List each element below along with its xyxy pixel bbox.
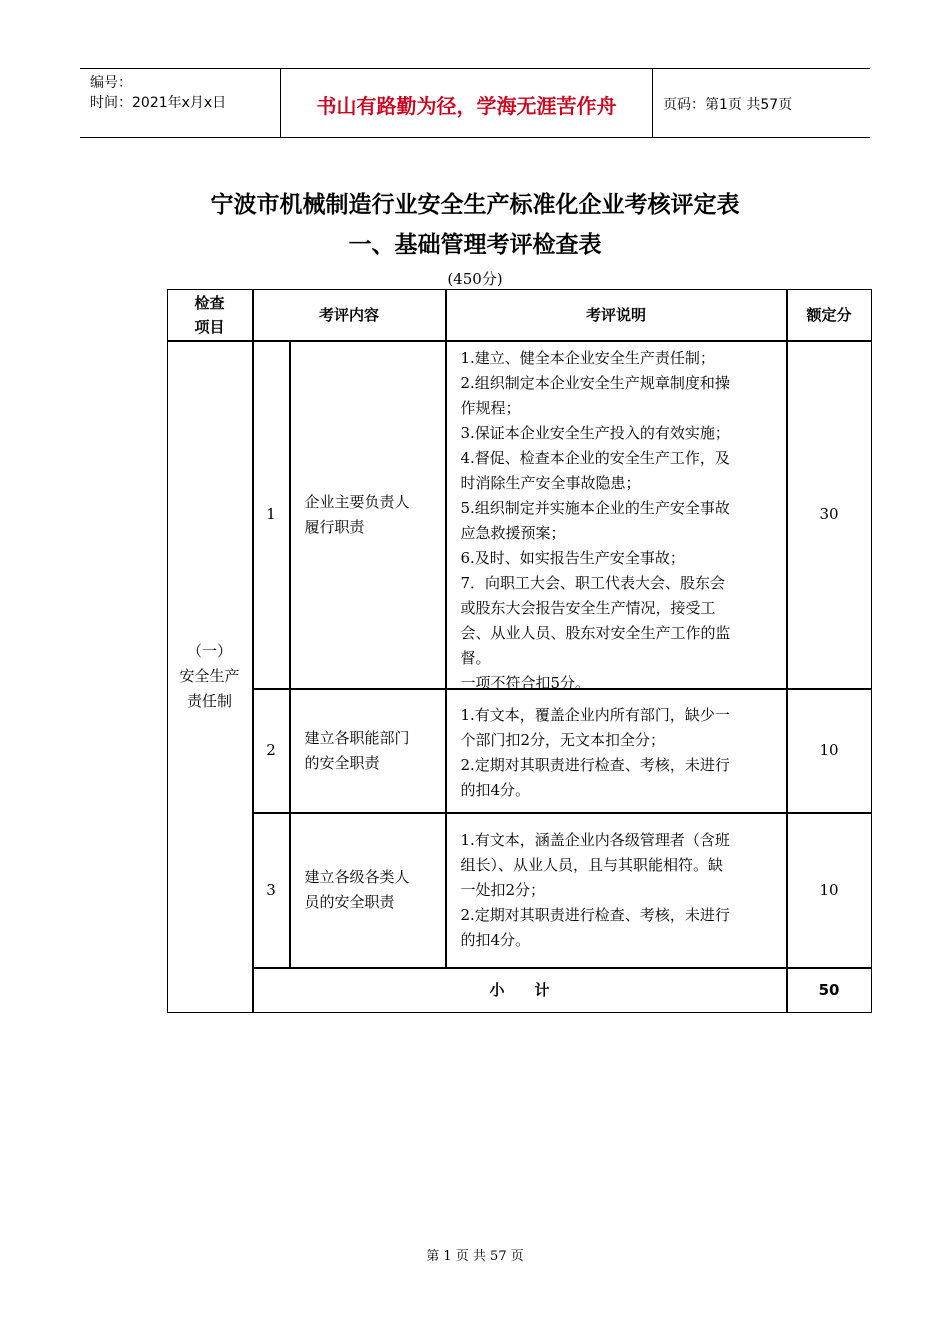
desc-line: 督。	[460, 648, 491, 667]
desc-line: 时消除生产安全事故隐患；	[460, 473, 641, 492]
row2-content-line2: 的安全职责	[304, 753, 380, 772]
assessment-table	[167, 289, 872, 1013]
time-label: 时间：2021年x月x日	[90, 95, 227, 111]
header-item-line1: 检查	[194, 293, 225, 312]
desc-line: 1.有文本，覆盖企业内所有部门，缺少一	[460, 705, 730, 724]
desc-line: 1.建立、健全本企业安全生产责任制；	[460, 348, 715, 367]
row2-content-line1: 建立各职能部门	[304, 728, 410, 747]
desc-line: 作规程；	[460, 398, 521, 417]
row1-content-line2: 履行职责	[304, 517, 365, 536]
row3-content-line1: 建立各级各类人	[304, 868, 410, 886]
row2-score: 10	[787, 689, 872, 813]
document-title: 宁波市机械制造行业安全生产标准化企业考核评定表	[210, 192, 740, 218]
row1-content-line1: 企业主要负责人	[304, 492, 410, 511]
page-footer: 第 1 页 共 57 页	[426, 1249, 524, 1264]
desc-line: 1.有文本，涵盖企业内各级管理者（含班	[460, 830, 730, 849]
desc-line: 一项不符合扣5分。	[460, 673, 591, 692]
row2-content	[290, 689, 446, 813]
category-line1: （一）	[186, 642, 232, 660]
header-content: 考评内容	[253, 289, 446, 341]
desc-line: 2.定期对其职责进行检查、考核，未进行	[460, 755, 730, 774]
desc-line: 6.及时、如实报告生产安全事故；	[460, 548, 685, 567]
desc-line: 4.督促、检查本企业的安全生产工作，及	[460, 448, 730, 467]
row2-no: 2	[253, 689, 290, 813]
desc-line: 个部门扣2分，无文本扣全分；	[460, 730, 666, 749]
desc-line: 的扣4分。	[460, 930, 531, 949]
subtotal-score: 50	[787, 968, 872, 1013]
motto: 书山有路勤为径，学海无涯苦作舟	[281, 69, 653, 137]
desc-line: 2.组织制定本企业安全生产规章制度和操	[460, 373, 730, 392]
row1-score: 30	[787, 341, 872, 689]
subtotal-label: 小 计	[253, 968, 787, 1013]
row1-content	[290, 341, 446, 689]
desc-line: 或股东大会报告安全生产情况，接受工	[460, 598, 716, 617]
header-description: 考评说明	[446, 289, 787, 341]
header-item-line2: 项目	[194, 317, 225, 336]
desc-line: 的扣4分。	[460, 780, 531, 799]
row2-description	[446, 689, 787, 813]
number-label: 编号：	[90, 75, 132, 91]
page-info: 页码：第1页 共57页	[663, 97, 793, 113]
category-line3: 责任制	[186, 692, 232, 710]
desc-line: 会、从业人员、股东对安全生产工作的监	[460, 623, 731, 642]
section-title: 一、基础管理考评检查表	[348, 232, 602, 258]
desc-line: 应急救援预案；	[460, 523, 566, 542]
category-cell	[167, 341, 253, 1013]
row3-content-line2: 员的安全职责	[304, 893, 395, 911]
row3-score: 10	[787, 813, 872, 968]
desc-line: 5.组织制定并实施本企业的生产安全事故	[460, 498, 730, 517]
desc-line: 7．向职工大会、职工代表大会、股东会	[460, 573, 726, 592]
document-header	[80, 68, 870, 138]
desc-line: 2.定期对其职责进行检查、考核，未进行	[460, 905, 730, 924]
desc-line: 一处扣2分；	[460, 880, 546, 899]
row1-description	[446, 341, 787, 692]
row1-no: 1	[253, 341, 290, 689]
category-line2: 安全生产	[179, 667, 240, 685]
total-score: (450分)	[447, 270, 503, 288]
row3-description	[446, 813, 787, 968]
header-item	[167, 289, 253, 341]
row3-no: 3	[253, 813, 290, 968]
desc-line: 组长）、从业人员，且与其职能相符。缺	[460, 855, 724, 874]
header-score: 额定分	[787, 289, 872, 341]
desc-line: 3.保证本企业安全生产投入的有效实施；	[460, 423, 730, 442]
row3-content	[290, 813, 446, 968]
header-meta	[80, 69, 281, 137]
